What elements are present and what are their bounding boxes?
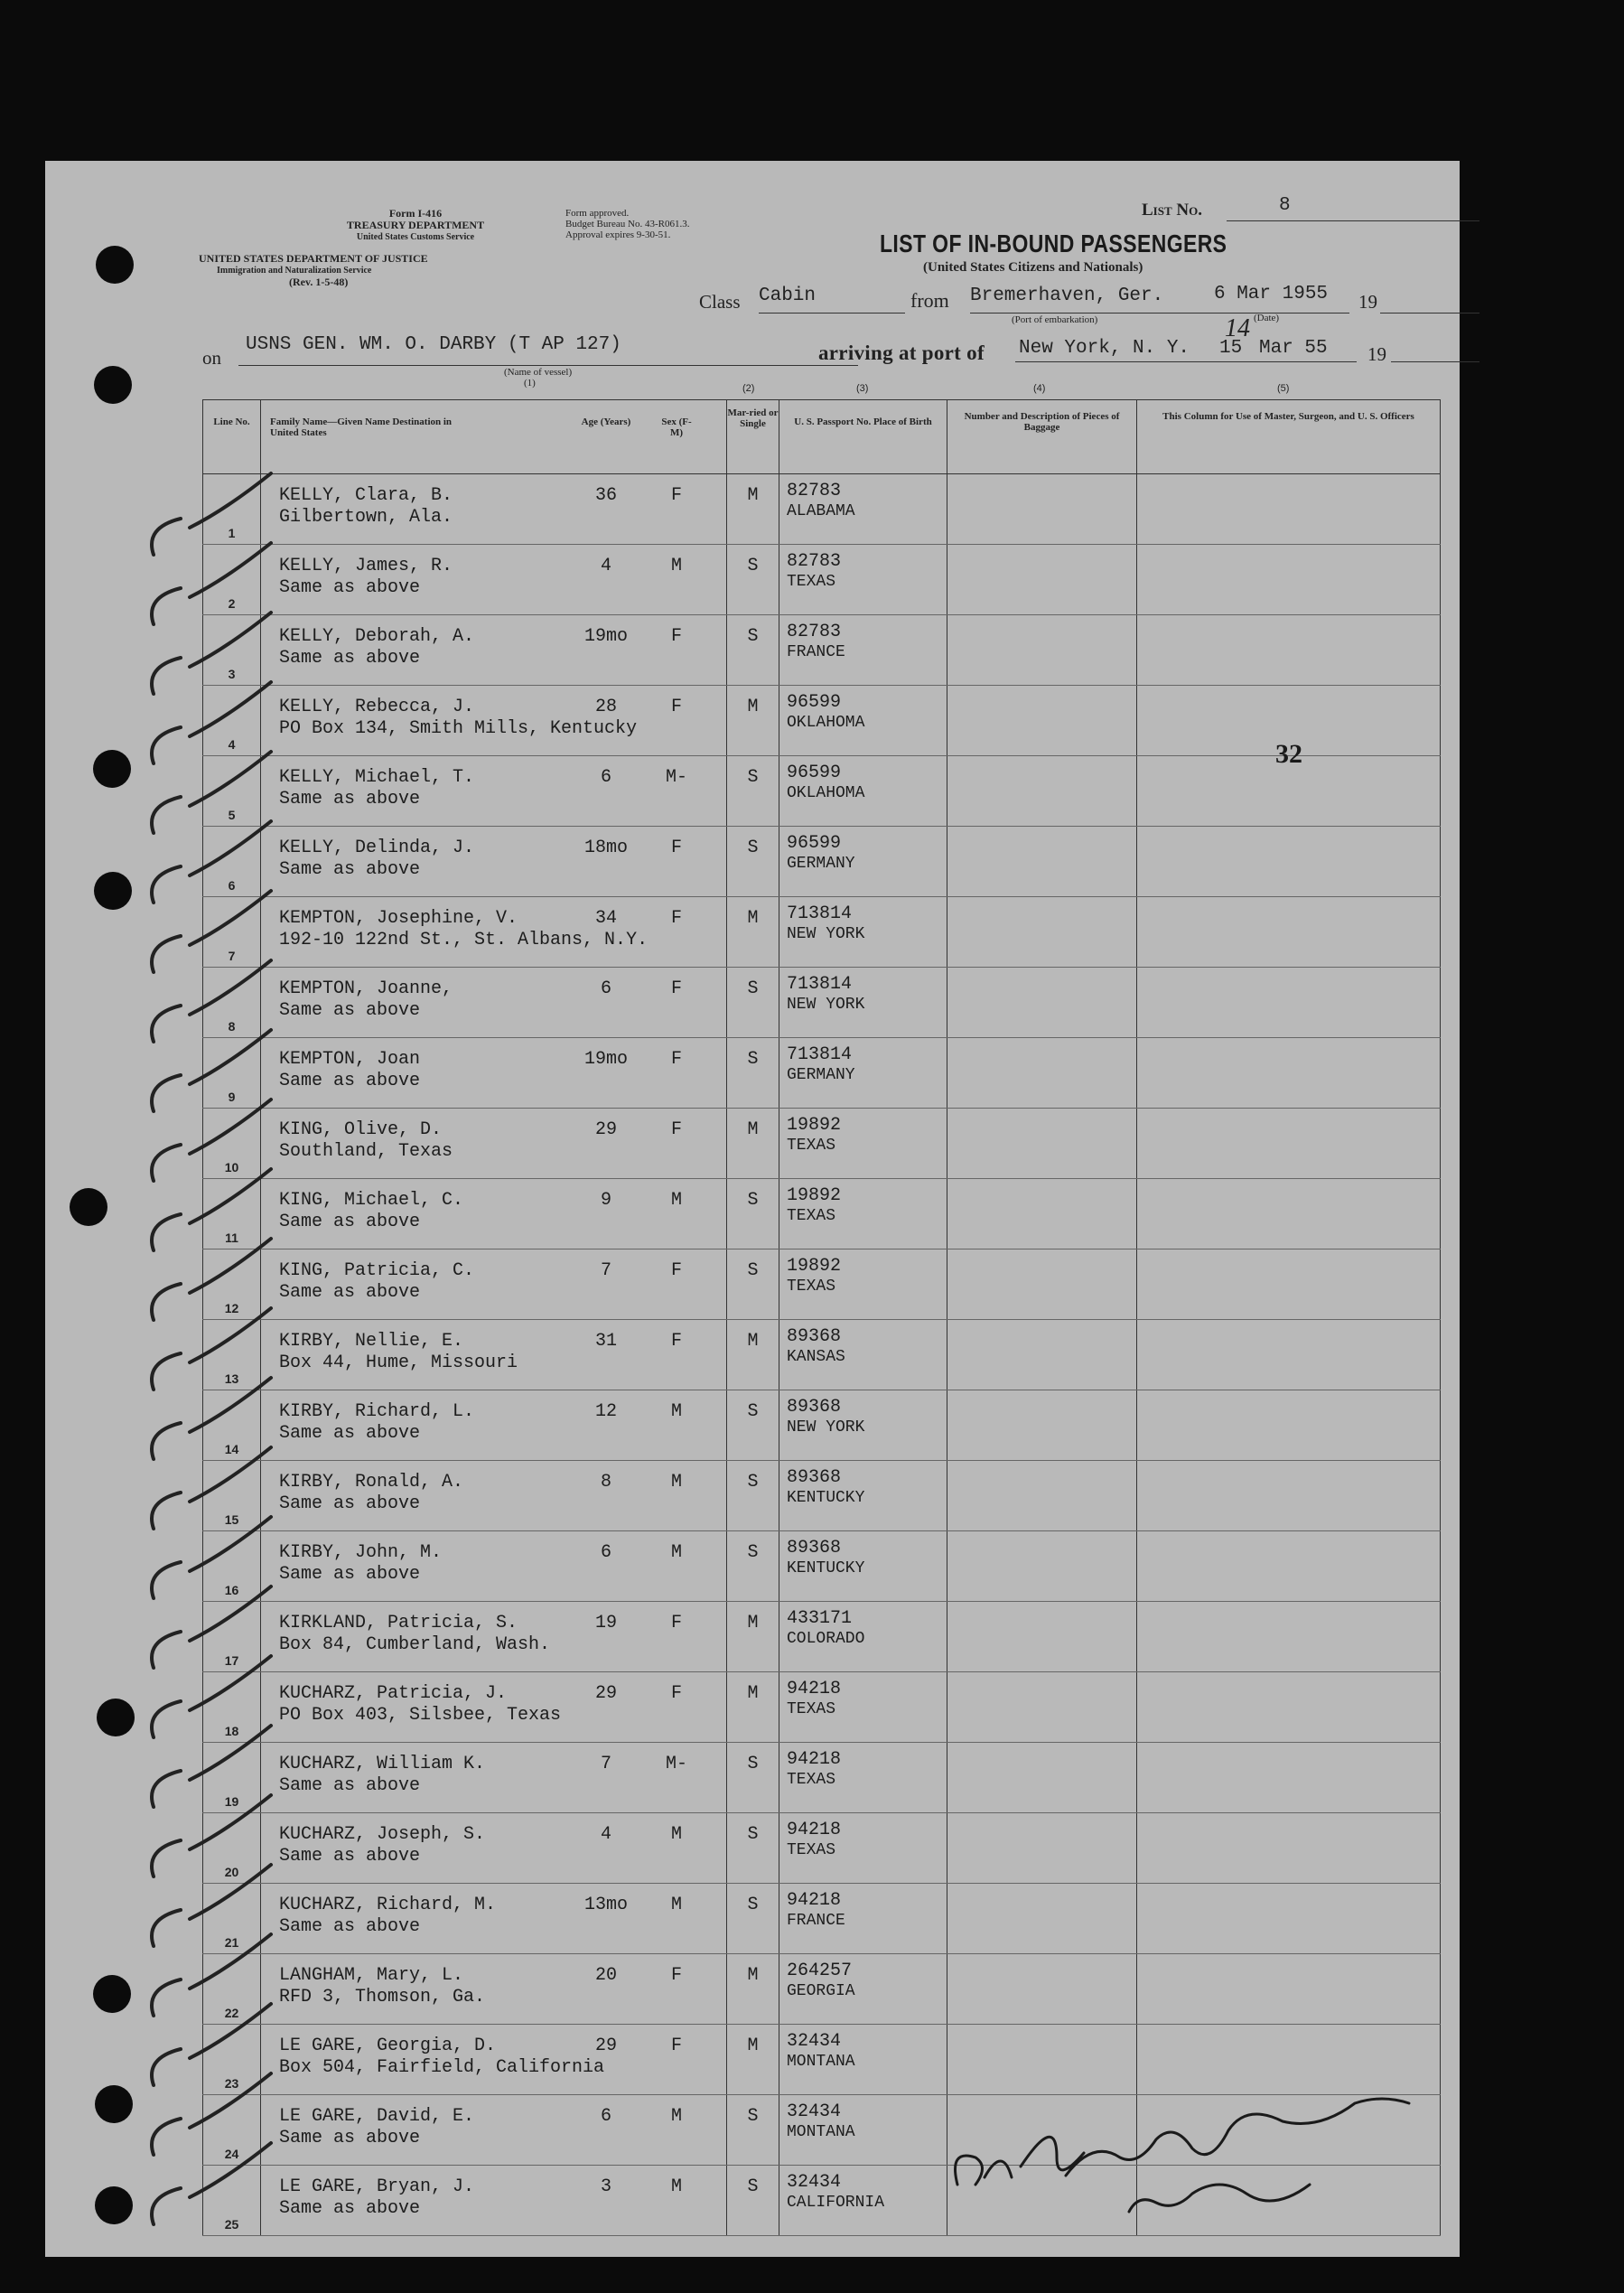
passenger-name: KUCHARZ, William K. <box>279 1754 486 1774</box>
passenger-sex: F <box>670 1119 682 1140</box>
line-number: 4 <box>228 737 236 752</box>
passport-number: 19892 <box>787 1115 842 1136</box>
passenger-name: LE GARE, David, E. <box>279 2106 475 2127</box>
line-number: 8 <box>228 1019 236 1034</box>
punch-hole <box>97 1699 135 1736</box>
passenger-age: 18mo <box>583 838 628 858</box>
check-mark <box>152 752 271 833</box>
line-number: 10 <box>224 1160 239 1175</box>
check-mark <box>152 2004 271 2085</box>
passenger-age: 31 <box>594 1331 617 1352</box>
passenger-destination: Same as above <box>279 1775 421 1796</box>
place-of-birth: FRANCE <box>787 643 845 661</box>
passenger-age: 29 <box>594 1119 617 1140</box>
passenger-sex: F <box>670 1683 682 1704</box>
col-num-2: (2) <box>742 383 755 394</box>
place-of-birth: KENTUCKY <box>787 1559 865 1577</box>
passenger-age: 4 <box>600 1824 611 1845</box>
passenger-sex: F <box>670 1331 682 1352</box>
place-of-birth: MONTANA <box>787 2123 855 2141</box>
port-embarkation-caption: (Port of embarkation) <box>1012 314 1098 325</box>
check-mark <box>152 613 271 694</box>
col-header-sex: Sex (F-M) <box>661 416 692 438</box>
arriving-label: arriving at port of <box>818 342 985 364</box>
passport-number: 19892 <box>787 1256 842 1277</box>
passenger-age: 19mo <box>583 1049 628 1070</box>
check-mark <box>152 2143 271 2224</box>
line-number: 2 <box>228 596 236 611</box>
passenger-sex: F <box>670 1965 682 1986</box>
departure-year-prefix: 19 <box>1358 291 1377 313</box>
passport-number: 89368 <box>787 1397 842 1418</box>
passport-number: 89368 <box>787 1538 842 1558</box>
passport-number: 89368 <box>787 1326 842 1347</box>
line-number: 23 <box>224 2076 239 2091</box>
place-of-birth: NEW YORK <box>787 1418 865 1437</box>
check-mark <box>152 543 271 624</box>
list-no-value: 8 <box>1279 195 1291 216</box>
passenger-destination: 192-10 122nd St., St. Albans, N.Y. <box>279 930 649 950</box>
check-mark <box>152 1169 271 1250</box>
passenger-destination: Same as above <box>279 577 421 598</box>
passenger-name: KIRBY, Ronald, A. <box>279 1472 464 1493</box>
marital-status: S <box>727 1038 779 1109</box>
passenger-name: LANGHAM, Mary, L. <box>279 1965 464 1986</box>
passenger-destination: Box 44, Hume, Missouri <box>279 1352 518 1373</box>
passport-number: 32434 <box>787 2031 842 2052</box>
approval-line-3: Approval expires 9-30-51. <box>565 229 671 240</box>
check-mark <box>152 1239 271 1320</box>
passport-number: 82783 <box>787 551 842 572</box>
place-of-birth: MONTANA <box>787 2053 855 2071</box>
check-mark <box>152 1100 271 1181</box>
check-mark <box>152 1517 271 1598</box>
passenger-destination: Same as above <box>279 1564 421 1585</box>
ins-service: Immigration and Naturalization Service <box>217 266 372 276</box>
line-number: 5 <box>228 808 236 822</box>
check-mark <box>152 1656 271 1737</box>
check-mark <box>152 1934 271 2016</box>
place-of-birth: NEW YORK <box>787 925 865 943</box>
line-number: 16 <box>224 1583 239 1597</box>
passenger-age: 3 <box>600 2176 611 2197</box>
passenger-sex: F <box>670 978 682 999</box>
marital-status: S <box>727 1179 779 1249</box>
passenger-destination: Same as above <box>279 1916 421 1937</box>
passenger-age: 34 <box>594 908 617 929</box>
place-of-birth: FRANCE <box>787 1912 845 1930</box>
line-number: 18 <box>224 1724 239 1738</box>
place-of-birth: GERMANY <box>787 1066 855 1084</box>
passport-number: 96599 <box>787 692 842 713</box>
check-mark <box>152 2073 271 2155</box>
passport-number: 713814 <box>787 1044 853 1065</box>
arrival-day-handwritten: 14 <box>1225 314 1250 342</box>
passenger-sex: M <box>670 1824 682 1845</box>
inspector-signature <box>956 2099 1410 2212</box>
punch-hole <box>93 750 131 788</box>
passenger-name: KUCHARZ, Richard, M. <box>279 1895 497 1915</box>
passport-number: 713814 <box>787 903 853 924</box>
check-mark <box>152 821 271 903</box>
check-mark <box>152 1030 271 1111</box>
passenger-sex: M <box>670 1190 682 1211</box>
check-mark <box>152 682 271 763</box>
on-label: on <box>202 347 221 369</box>
place-of-birth: GEORGIA <box>787 1982 855 2000</box>
passenger-name: KUCHARZ, Patricia, J. <box>279 1683 508 1704</box>
arrival-port-value: New York, N. Y. <box>1019 338 1190 359</box>
form-revision: (Rev. 1-5-48) <box>289 276 349 288</box>
passenger-destination: PO Box 134, Smith Mills, Kentucky <box>279 718 638 739</box>
approval-line-1: Form approved. <box>565 208 630 219</box>
check-mark <box>152 891 271 972</box>
passenger-destination: Same as above <box>279 859 421 880</box>
check-mark <box>152 1795 271 1877</box>
passenger-age: 13mo <box>583 1895 628 1915</box>
col-header-officers: This Column for Use of Master, Surgeon, and U. S. Officers <box>1137 400 1441 474</box>
place-of-birth: ALABAMA <box>787 502 855 520</box>
officer-mark: 32 <box>1275 739 1302 769</box>
class-label: Class <box>699 291 741 313</box>
passenger-age: 9 <box>600 1190 611 1211</box>
marital-status: M <box>727 1672 779 1743</box>
marital-status: M <box>727 897 779 968</box>
marital-status: S <box>727 1461 779 1531</box>
passenger-name: KIRBY, John, M. <box>279 1542 443 1563</box>
marital-status: M <box>727 1954 779 2025</box>
place-of-birth: KENTUCKY <box>787 1489 865 1507</box>
passenger-sex: F <box>670 1260 682 1281</box>
place-of-birth: TEXAS <box>787 1207 836 1225</box>
passenger-sex: F <box>670 697 682 717</box>
from-label: from <box>910 289 949 312</box>
passport-number: 433171 <box>787 1608 853 1629</box>
col-num-3: (3) <box>856 383 869 394</box>
passenger-name: KELLY, Michael, T. <box>279 767 475 788</box>
line-number: 14 <box>224 1442 239 1456</box>
arrival-year-prefix: 19 <box>1367 343 1386 365</box>
line-number: 3 <box>228 667 236 681</box>
marital-status: S <box>727 2166 779 2236</box>
line-number: 20 <box>224 1865 239 1879</box>
passport-number: 94218 <box>787 1820 842 1840</box>
line-number: 22 <box>224 2006 239 2020</box>
punch-hole <box>94 872 132 910</box>
passenger-sex: M <box>670 1542 682 1563</box>
col-num-4: (4) <box>1033 383 1046 394</box>
line-number: 13 <box>224 1371 239 1386</box>
passenger-sex: M <box>670 2106 682 2127</box>
passport-number: 82783 <box>787 481 842 501</box>
page-title: LIST OF IN-BOUND PASSENGERS <box>880 229 1227 257</box>
passport-number: 32434 <box>787 2101 842 2122</box>
passenger-name: KEMPTON, Joanne, <box>279 978 453 999</box>
place-of-birth: TEXAS <box>787 1841 836 1859</box>
passenger-destination: Same as above <box>279 1423 421 1444</box>
passenger-destination: Box 504, Fairfield, California <box>279 2057 605 2078</box>
passenger-destination: Same as above <box>279 789 421 810</box>
handwritten-checkmarks <box>45 161 1460 2257</box>
class-value: Cabin <box>759 285 817 306</box>
check-mark <box>152 1586 271 1668</box>
date-caption: (Date) <box>1254 313 1280 323</box>
line-number: 24 <box>224 2147 239 2161</box>
passenger-name: KING, Olive, D. <box>279 1119 443 1140</box>
punch-hole <box>70 1188 107 1226</box>
passenger-name: KING, Michael, C. <box>279 1190 464 1211</box>
passenger-sex: F <box>670 626 682 647</box>
passenger-name: KEMPTON, Joan <box>279 1049 421 1070</box>
col-header-name-label: Family Name—Given Name Destination in United States <box>270 416 453 438</box>
marital-status: S <box>727 827 779 897</box>
check-mark <box>152 960 271 1042</box>
line-number: 6 <box>228 878 236 893</box>
passenger-destination: Same as above <box>279 648 421 669</box>
arrival-day-original: 15 <box>1219 338 1243 359</box>
passenger-destination: Same as above <box>279 2128 421 2148</box>
punch-hole <box>94 366 132 404</box>
passport-number: 94218 <box>787 1679 842 1699</box>
col-header-married: Mar-ried or Single <box>727 400 779 474</box>
passenger-sex: M <box>670 556 682 576</box>
passenger-destination: Same as above <box>279 1071 421 1091</box>
line-number: 9 <box>228 1090 236 1104</box>
passenger-age: 29 <box>594 2036 617 2056</box>
passenger-sex: F <box>670 908 682 929</box>
customs-service: United States Customs Service <box>356 232 475 242</box>
col-header-baggage: Number and Description of Pieces of Baggage <box>947 400 1137 474</box>
passenger-sex: F <box>670 1613 682 1633</box>
passport-number: 96599 <box>787 763 842 783</box>
line-number: 7 <box>228 949 236 963</box>
marital-status: S <box>727 1813 779 1884</box>
line-number: 11 <box>225 1231 238 1245</box>
passenger-name: KELLY, James, R. <box>279 556 453 576</box>
passport-number: 713814 <box>787 974 853 995</box>
passenger-sex: M- <box>665 1754 687 1774</box>
passenger-destination: Same as above <box>279 1493 421 1514</box>
place-of-birth: OKLAHOMA <box>787 784 865 802</box>
passenger-age: 6 <box>600 1542 611 1563</box>
passenger-destination: Same as above <box>279 1846 421 1867</box>
marital-status: S <box>727 1531 779 1602</box>
marital-status: M <box>727 2025 779 2095</box>
punch-hole <box>96 246 134 284</box>
line-number: 21 <box>224 1935 239 1950</box>
passenger-age: 28 <box>594 697 617 717</box>
place-of-birth: TEXAS <box>787 1700 836 1718</box>
passenger-name: KELLY, Deborah, A. <box>279 626 475 647</box>
marital-status: S <box>727 545 779 615</box>
passenger-sex: F <box>670 485 682 506</box>
passenger-name: KELLY, Rebecca, J. <box>279 697 475 717</box>
line-number: 15 <box>224 1512 239 1527</box>
vessel-name-value: USNS GEN. WM. O. DARBY (T AP 127) <box>246 334 621 355</box>
marital-status: S <box>727 1743 779 1813</box>
check-mark <box>152 1865 271 1946</box>
passenger-sex: F <box>670 838 682 858</box>
from-port-value: Bremerhaven, Ger. <box>970 285 1164 306</box>
check-mark <box>152 1378 271 1459</box>
marital-status: M <box>727 1109 779 1179</box>
marital-status: M <box>727 474 779 545</box>
passport-number: 82783 <box>787 622 842 642</box>
place-of-birth: NEW YORK <box>787 996 865 1014</box>
line-number: 17 <box>224 1653 239 1668</box>
line-number: 25 <box>224 2217 239 2232</box>
passenger-name: KELLY, Clara, B. <box>279 485 453 506</box>
punch-hole <box>95 2085 133 2123</box>
line-number: 1 <box>228 526 236 540</box>
place-of-birth: TEXAS <box>787 1278 836 1296</box>
passport-number: 32434 <box>787 2172 842 2193</box>
justice-dept: UNITED STATES DEPARTMENT OF JUSTICE <box>199 252 428 265</box>
place-of-birth: OKLAHOMA <box>787 714 865 732</box>
passenger-destination: Same as above <box>279 2198 421 2219</box>
passenger-destination: Southland, Texas <box>279 1141 453 1162</box>
passenger-name: KELLY, Delinda, J. <box>279 838 475 858</box>
arrival-month-year: Mar 55 <box>1259 338 1328 359</box>
passport-number: 19892 <box>787 1185 842 1206</box>
line-number: 12 <box>224 1301 239 1315</box>
treasury-dept: TREASURY DEPARTMENT <box>346 219 485 231</box>
check-mark <box>152 1447 271 1529</box>
marital-status: S <box>727 615 779 686</box>
passenger-age: 6 <box>600 2106 611 2127</box>
passenger-name: KING, Patricia, C. <box>279 1260 475 1281</box>
check-mark <box>152 1308 271 1390</box>
passenger-destination: Box 84, Cumberland, Wash. <box>279 1634 551 1655</box>
passenger-name: LE GARE, Georgia, D. <box>279 2036 497 2056</box>
marital-status: S <box>727 2095 779 2166</box>
form-number: Form I-416 <box>388 207 443 220</box>
passenger-age: 19 <box>594 1613 617 1633</box>
manifest-page <box>45 161 1460 2257</box>
passenger-age: 36 <box>594 485 617 506</box>
passport-number: 89368 <box>787 1467 842 1488</box>
marital-status: S <box>727 968 779 1038</box>
place-of-birth: TEXAS <box>787 573 836 591</box>
passenger-destination: Same as above <box>279 1282 421 1303</box>
marital-status: S <box>727 1884 779 1954</box>
passenger-sex: M <box>670 1401 682 1422</box>
passenger-age: 19mo <box>583 626 628 647</box>
passenger-name: KIRBY, Nellie, E. <box>279 1331 464 1352</box>
check-mark <box>152 1726 271 1807</box>
passport-number: 94218 <box>787 1890 842 1911</box>
vessel-col-num: (1) <box>524 378 536 388</box>
marital-status: M <box>727 1602 779 1672</box>
col-header-age: Age (Years) <box>581 416 631 427</box>
passenger-destination: Same as above <box>279 1000 421 1021</box>
passenger-name: LE GARE, Bryan, J. <box>279 2176 475 2197</box>
col-header-passport: U. S. Passport No. Place of Birth <box>779 400 947 474</box>
passenger-sex: M <box>670 2176 682 2197</box>
marital-status: M <box>727 686 779 756</box>
page-subtitle: (United States Citizens and Nationals) <box>923 260 1143 275</box>
place-of-birth: COLORADO <box>787 1630 865 1648</box>
passenger-name: KEMPTON, Josephine, V. <box>279 908 518 929</box>
passenger-age: 8 <box>600 1472 611 1493</box>
passenger-age: 7 <box>600 1754 611 1774</box>
approval-line-2: Budget Bureau No. 43-R061.3. <box>565 219 690 229</box>
check-mark <box>152 473 271 555</box>
passport-number: 96599 <box>787 833 842 854</box>
line-number: 19 <box>224 1794 239 1809</box>
passenger-age: 4 <box>600 556 611 576</box>
passenger-age: 7 <box>600 1260 611 1281</box>
passenger-age: 29 <box>594 1683 617 1704</box>
passenger-name: KIRKLAND, Patricia, S. <box>279 1613 518 1633</box>
punch-hole <box>95 2186 133 2224</box>
place-of-birth: TEXAS <box>787 1771 836 1789</box>
passenger-destination: Gilbertown, Ala. <box>279 507 453 528</box>
punch-hole <box>93 1975 131 2013</box>
marital-status: M <box>727 1320 779 1390</box>
place-of-birth: TEXAS <box>787 1137 836 1155</box>
col-num-5: (5) <box>1277 383 1290 394</box>
place-of-birth: KANSAS <box>787 1348 845 1366</box>
passenger-sex: M- <box>665 767 687 788</box>
passenger-sex: M <box>670 1472 682 1493</box>
place-of-birth: CALIFORNIA <box>787 2194 885 2212</box>
passenger-destination: Same as above <box>279 1212 421 1232</box>
passenger-age: 20 <box>594 1965 617 1986</box>
passenger-age: 6 <box>600 978 611 999</box>
passenger-name: KUCHARZ, Joseph, S. <box>279 1824 486 1845</box>
passenger-sex: F <box>670 1049 682 1070</box>
col-header-line: Line No. <box>203 400 261 474</box>
passenger-name: KIRBY, Richard, L. <box>279 1401 475 1422</box>
passenger-destination: RFD 3, Thomson, Ga. <box>279 1987 486 2008</box>
passenger-age: 12 <box>594 1401 617 1422</box>
marital-status: S <box>727 1390 779 1461</box>
passenger-sex: F <box>670 2036 682 2056</box>
marital-status: S <box>727 1249 779 1320</box>
passport-number: 94218 <box>787 1749 842 1770</box>
passenger-age: 6 <box>600 767 611 788</box>
passenger-sex: M <box>670 1895 682 1915</box>
marital-status: S <box>727 756 779 827</box>
vessel-caption: (Name of vessel) <box>504 367 573 378</box>
list-no-label: List No. <box>1142 201 1202 220</box>
passport-number: 264257 <box>787 1961 853 1981</box>
passenger-destination: PO Box 403, Silsbee, Texas <box>279 1705 562 1726</box>
place-of-birth: GERMANY <box>787 855 855 873</box>
departure-date-value: 6 Mar 1955 <box>1214 284 1329 304</box>
